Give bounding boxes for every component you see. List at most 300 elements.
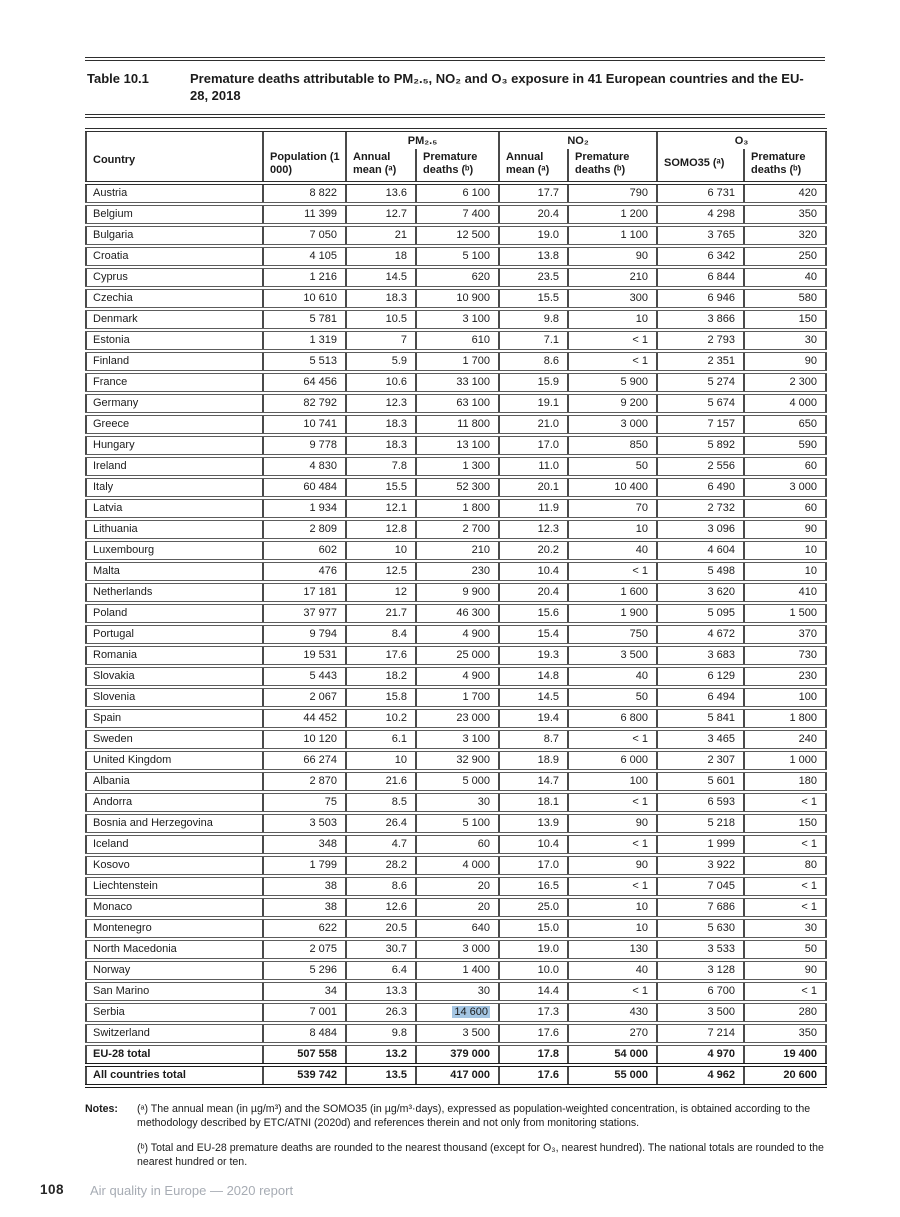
country-cell: Finland (86, 351, 263, 372)
value-cell: 17.7 (499, 183, 568, 204)
value-cell: 5 674 (657, 393, 744, 414)
table-title: Premature deaths attributable to PM₂.₅, NO₂ and O₃ exposure in 41 European countries and the EU-28, 2018 (190, 71, 804, 103)
table-row (86, 372, 826, 393)
value-cell: 539 742 (263, 1065, 346, 1086)
value-cell: 90 (568, 813, 657, 834)
value-cell: 10 741 (263, 414, 346, 435)
value-cell: < 1 (568, 981, 657, 1002)
value-cell: 370 (744, 624, 826, 645)
table-row (86, 834, 826, 855)
value-cell: 1 700 (416, 351, 499, 372)
value-cell: 2 700 (416, 519, 499, 540)
value-cell: 90 (744, 960, 826, 981)
total-row (86, 1044, 826, 1065)
country-cell: Serbia (86, 1002, 263, 1023)
col-header-no2-annual-mean: Annual mean (ᵃ) (499, 149, 568, 183)
table-row (86, 393, 826, 414)
value-cell: 10 (744, 561, 826, 582)
value-cell: 18.2 (346, 666, 416, 687)
value-cell: 90 (568, 246, 657, 267)
country-cell: Monaco (86, 897, 263, 918)
value-cell: 13 100 (416, 435, 499, 456)
country-cell: Belgium (86, 204, 263, 225)
value-cell: 37 977 (263, 603, 346, 624)
value-cell: 3 128 (657, 960, 744, 981)
country-cell: Spain (86, 708, 263, 729)
value-cell: 60 484 (263, 477, 346, 498)
value-cell: 70 (568, 498, 657, 519)
value-cell: 230 (744, 666, 826, 687)
value-cell: 30.7 (346, 939, 416, 960)
value-cell: 80 (744, 855, 826, 876)
value-cell: 32 900 (416, 750, 499, 771)
value-cell: 379 000 (416, 1044, 499, 1065)
value-cell: 6 100 (416, 183, 499, 204)
value-cell: 34 (263, 981, 346, 1002)
value-cell: 150 (744, 813, 826, 834)
country-cell: Germany (86, 393, 263, 414)
table-row (86, 267, 826, 288)
value-cell: 850 (568, 435, 657, 456)
table-row (86, 645, 826, 666)
value-cell: 6 342 (657, 246, 744, 267)
value-cell: 15.5 (499, 288, 568, 309)
value-cell: 6.1 (346, 729, 416, 750)
value-cell: 17.0 (499, 435, 568, 456)
value-cell: 30 (416, 981, 499, 1002)
value-cell: 280 (744, 1002, 826, 1023)
col-header-country: Country (86, 130, 263, 183)
country-cell: San Marino (86, 981, 263, 1002)
value-cell: 15.6 (499, 603, 568, 624)
value-cell: 430 (568, 1002, 657, 1023)
value-cell: 44 452 (263, 708, 346, 729)
value-cell: 63 100 (416, 393, 499, 414)
value-cell: 417 000 (416, 1065, 499, 1086)
value-cell: 4 000 (744, 393, 826, 414)
value-cell: 10.5 (346, 309, 416, 330)
value-cell: 730 (744, 645, 826, 666)
value-cell: 10 400 (568, 477, 657, 498)
value-cell: 50 (568, 687, 657, 708)
value-cell: 1 300 (416, 456, 499, 477)
value-cell: 20.5 (346, 918, 416, 939)
value-cell: 60 (744, 498, 826, 519)
value-cell: 4 962 (657, 1065, 744, 1086)
value-cell: 5.9 (346, 351, 416, 372)
value-cell: 10 (346, 540, 416, 561)
table-row (86, 435, 826, 456)
value-cell: 11 399 (263, 204, 346, 225)
table-row (86, 792, 826, 813)
value-cell: 602 (263, 540, 346, 561)
value-cell: 10 900 (416, 288, 499, 309)
country-cell: North Macedonia (86, 939, 263, 960)
notes-section (85, 1102, 825, 1169)
value-cell: 5 296 (263, 960, 346, 981)
value-cell: 590 (744, 435, 826, 456)
value-cell: 3 465 (657, 729, 744, 750)
value-cell: 2 300 (744, 372, 826, 393)
country-cell: Lithuania (86, 519, 263, 540)
page-content (85, 0, 825, 1169)
value-cell: 10.2 (346, 708, 416, 729)
table-row (86, 939, 826, 960)
value-cell: 40 (568, 666, 657, 687)
value-cell: < 1 (568, 729, 657, 750)
value-cell: 13.5 (346, 1065, 416, 1086)
col-header-pm25-premature-deaths: Premature deaths (ᵇ) (416, 149, 499, 183)
country-cell: United Kingdom (86, 750, 263, 771)
value-cell: 2 075 (263, 939, 346, 960)
header-group-row (86, 130, 826, 149)
value-cell: < 1 (744, 834, 826, 855)
value-cell: 7 050 (263, 225, 346, 246)
note-a: (ᵃ) The annual mean (in µg/m³) and the SOMO35 (in µg/m³·days), expressed as population-weighted concentration, is obtained according to the methodology described by ETC/ATNI (2020d) and references therein and not only from monitoring stations. (137, 1103, 811, 1129)
table-row (86, 687, 826, 708)
value-cell: 13.8 (499, 246, 568, 267)
table-label: Table 10.1 (87, 71, 149, 86)
value-cell: 10.4 (499, 834, 568, 855)
value-cell: 21.0 (499, 414, 568, 435)
value-cell: 5 841 (657, 708, 744, 729)
col-header-no2-premature-deaths: Premature deaths (ᵇ) (568, 149, 657, 183)
value-cell: 6 800 (568, 708, 657, 729)
table-row (86, 582, 826, 603)
value-cell: 14.4 (499, 981, 568, 1002)
value-cell: 18.3 (346, 288, 416, 309)
value-cell: 82 792 (263, 393, 346, 414)
report-title: Air quality in Europe — 2020 report (90, 1183, 294, 1198)
value-cell: 6 700 (657, 981, 744, 1002)
country-cell: Latvia (86, 498, 263, 519)
value-cell: 620 (416, 267, 499, 288)
col-header-somo35: SOMO35 (ᵃ) (657, 149, 744, 183)
value-cell: 350 (744, 204, 826, 225)
value-cell: 9 778 (263, 435, 346, 456)
value-cell: 5 274 (657, 372, 744, 393)
value-cell: 4 105 (263, 246, 346, 267)
value-cell: 13.6 (346, 183, 416, 204)
value-cell: 15.5 (346, 477, 416, 498)
country-cell: Greece (86, 414, 263, 435)
value-cell: 1 700 (416, 687, 499, 708)
value-cell: 9 794 (263, 624, 346, 645)
value-cell: 13.9 (499, 813, 568, 834)
value-cell: 1 200 (568, 204, 657, 225)
value-cell: 17.6 (346, 645, 416, 666)
value-cell: 28.2 (346, 855, 416, 876)
value-cell: 20.4 (499, 204, 568, 225)
table-row (86, 624, 826, 645)
value-cell: 3 683 (657, 645, 744, 666)
value-cell: 6 000 (568, 750, 657, 771)
value-cell: 11 800 (416, 414, 499, 435)
table-row (86, 351, 826, 372)
country-cell: Montenegro (86, 918, 263, 939)
value-cell: 3 922 (657, 855, 744, 876)
value-cell: 3 000 (568, 414, 657, 435)
value-cell: 9 900 (416, 582, 499, 603)
value-cell: 3 765 (657, 225, 744, 246)
table-row (86, 918, 826, 939)
country-cell: Denmark (86, 309, 263, 330)
value-cell: 5 513 (263, 351, 346, 372)
value-cell: 18.3 (346, 435, 416, 456)
value-cell: 90 (744, 351, 826, 372)
value-cell: 17.6 (499, 1065, 568, 1086)
note-b: (ᵇ) Total and EU-28 premature deaths are rounded to the nearest thousand (except for O₃, nearest hundred). The national totals are rounded to the nearest hundred or ten. (137, 1142, 824, 1168)
country-cell: Netherlands (86, 582, 263, 603)
value-cell: 4 000 (416, 855, 499, 876)
country-cell: Luxembourg (86, 540, 263, 561)
value-cell: 23.5 (499, 267, 568, 288)
table-row (86, 771, 826, 792)
value-cell: 2 556 (657, 456, 744, 477)
table-row (86, 498, 826, 519)
value-cell: 2 793 (657, 330, 744, 351)
table-row (86, 414, 826, 435)
country-cell: Romania (86, 645, 263, 666)
value-cell: 4.7 (346, 834, 416, 855)
country-cell: Italy (86, 477, 263, 498)
value-cell: 40 (568, 540, 657, 561)
value-cell: 66 274 (263, 750, 346, 771)
value-cell: 300 (568, 288, 657, 309)
value-cell: 12 (346, 582, 416, 603)
value-cell: 4 900 (416, 624, 499, 645)
value-cell: 12.6 (346, 897, 416, 918)
value-cell: 100 (744, 687, 826, 708)
value-cell: 180 (744, 771, 826, 792)
value-cell: 7 045 (657, 876, 744, 897)
value-cell: 8.6 (346, 876, 416, 897)
value-cell: 250 (744, 246, 826, 267)
value-cell: 5 218 (657, 813, 744, 834)
value-cell: 18.9 (499, 750, 568, 771)
value-cell: < 1 (744, 876, 826, 897)
value-cell: 20.4 (499, 582, 568, 603)
value-cell: 38 (263, 876, 346, 897)
value-cell: 14.5 (346, 267, 416, 288)
value-cell: 13.3 (346, 981, 416, 1002)
value-cell: 18 (346, 246, 416, 267)
table-row (86, 708, 826, 729)
value-cell: 3 500 (657, 1002, 744, 1023)
value-cell: 8 822 (263, 183, 346, 204)
country-cell: Croatia (86, 246, 263, 267)
value-cell: 21 (346, 225, 416, 246)
table-row (86, 813, 826, 834)
page-footer (0, 1182, 900, 1202)
value-cell: 3 866 (657, 309, 744, 330)
country-cell: Malta (86, 561, 263, 582)
table-row (86, 246, 826, 267)
value-cell: 19.0 (499, 939, 568, 960)
value-cell: 7.1 (499, 330, 568, 351)
value-cell: 10 120 (263, 729, 346, 750)
value-cell: 6 593 (657, 792, 744, 813)
table-row (86, 666, 826, 687)
value-cell: 25 000 (416, 645, 499, 666)
value-cell: 130 (568, 939, 657, 960)
table-row (86, 540, 826, 561)
highlighted-value: 14 600 (454, 1006, 488, 1018)
value-cell: 90 (568, 855, 657, 876)
value-cell: 5 892 (657, 435, 744, 456)
value-cell: 410 (744, 582, 826, 603)
table-row (86, 1002, 826, 1023)
value-cell: 17.6 (499, 1023, 568, 1044)
group-header-no2: NO₂ (499, 130, 657, 149)
country-cell: Norway (86, 960, 263, 981)
value-cell: 7 686 (657, 897, 744, 918)
value-cell: 75 (263, 792, 346, 813)
country-cell: France (86, 372, 263, 393)
value-cell: 5 443 (263, 666, 346, 687)
value-cell: 507 558 (263, 1044, 346, 1065)
table-row (86, 729, 826, 750)
value-cell: 15.9 (499, 372, 568, 393)
country-cell: Liechtenstein (86, 876, 263, 897)
value-cell: 3 096 (657, 519, 744, 540)
value-cell: 4 604 (657, 540, 744, 561)
value-cell: 19.1 (499, 393, 568, 414)
value-cell: 1 799 (263, 855, 346, 876)
value-cell: < 1 (568, 834, 657, 855)
country-cell: Cyprus (86, 267, 263, 288)
country-cell: Hungary (86, 435, 263, 456)
value-cell: 3 503 (263, 813, 346, 834)
value-cell: 5 100 (416, 246, 499, 267)
value-cell: 10 (568, 519, 657, 540)
value-cell: 10.6 (346, 372, 416, 393)
value-cell: 4 672 (657, 624, 744, 645)
value-cell: < 1 (744, 981, 826, 1002)
value-cell: < 1 (744, 792, 826, 813)
value-cell: 60 (744, 456, 826, 477)
value-cell: 17.3 (499, 1002, 568, 1023)
value-cell: 15.0 (499, 918, 568, 939)
country-cell: Andorra (86, 792, 263, 813)
country-cell: All countries total (86, 1065, 263, 1086)
value-cell: < 1 (568, 351, 657, 372)
value-cell: 12.7 (346, 204, 416, 225)
value-cell: 3 500 (416, 1023, 499, 1044)
value-cell: 18.1 (499, 792, 568, 813)
table-row (86, 330, 826, 351)
value-cell: 2 067 (263, 687, 346, 708)
value-cell: 14.7 (499, 771, 568, 792)
country-cell: Kosovo (86, 855, 263, 876)
value-cell: 20 (416, 876, 499, 897)
value-cell: 8.6 (499, 351, 568, 372)
value-cell: 6 490 (657, 477, 744, 498)
table-row (86, 876, 826, 897)
value-cell: 12.5 (346, 561, 416, 582)
table-body (86, 183, 826, 1086)
value-cell: 90 (744, 519, 826, 540)
value-cell: 3 500 (568, 645, 657, 666)
country-cell: Ireland (86, 456, 263, 477)
total-row (86, 1065, 826, 1086)
value-cell: 2 732 (657, 498, 744, 519)
value-cell: 1 500 (744, 603, 826, 624)
value-cell: 50 (568, 456, 657, 477)
value-cell: 14.5 (499, 687, 568, 708)
country-cell: Austria (86, 183, 263, 204)
value-cell: 3 000 (744, 477, 826, 498)
value-cell: 270 (568, 1023, 657, 1044)
table-row (86, 456, 826, 477)
value-cell: 8.5 (346, 792, 416, 813)
table-row (86, 897, 826, 918)
value-cell: 210 (416, 540, 499, 561)
country-cell: Sweden (86, 729, 263, 750)
value-cell: 7 214 (657, 1023, 744, 1044)
value-cell: 60 (416, 834, 499, 855)
value-cell: 8 484 (263, 1023, 346, 1044)
value-cell: 6 129 (657, 666, 744, 687)
table-row (86, 561, 826, 582)
country-cell: Iceland (86, 834, 263, 855)
value-cell: 12.8 (346, 519, 416, 540)
value-cell: 46 300 (416, 603, 499, 624)
table-row (86, 603, 826, 624)
value-cell: 5 000 (416, 771, 499, 792)
value-cell: 3 000 (416, 939, 499, 960)
value-cell: 20.2 (499, 540, 568, 561)
col-header-population: Population (1 000) (263, 130, 346, 183)
value-cell: < 1 (744, 897, 826, 918)
value-cell: 1 216 (263, 267, 346, 288)
value-cell: 50 (744, 939, 826, 960)
value-cell: 4 900 (416, 666, 499, 687)
value-cell: 20 (416, 897, 499, 918)
table-row (86, 1023, 826, 1044)
value-cell: 9.8 (499, 309, 568, 330)
value-cell: 1 800 (416, 498, 499, 519)
value-cell: 10.4 (499, 561, 568, 582)
value-cell: 10 610 (263, 288, 346, 309)
value-cell (416, 1002, 499, 1023)
country-cell: Switzerland (86, 1023, 263, 1044)
value-cell: 10 (568, 897, 657, 918)
value-cell: 348 (263, 834, 346, 855)
country-cell: Portugal (86, 624, 263, 645)
table-header (86, 130, 826, 183)
value-cell: 10 (568, 918, 657, 939)
value-cell: 420 (744, 183, 826, 204)
value-cell: 12.3 (499, 519, 568, 540)
value-cell: 622 (263, 918, 346, 939)
table-row (86, 855, 826, 876)
value-cell: 10.0 (499, 960, 568, 981)
value-cell: 19.0 (499, 225, 568, 246)
notes-body (137, 1102, 825, 1169)
value-cell: 7 157 (657, 414, 744, 435)
table-row (86, 477, 826, 498)
table-row (86, 519, 826, 540)
value-cell: 30 (744, 330, 826, 351)
value-cell: 230 (416, 561, 499, 582)
value-cell: 100 (568, 771, 657, 792)
col-header-o3-premature-deaths: Premature deaths (ᵇ) (744, 149, 826, 183)
value-cell: 20 600 (744, 1065, 826, 1086)
value-cell: 350 (744, 1023, 826, 1044)
value-cell: 52 300 (416, 477, 499, 498)
table-row (86, 183, 826, 204)
